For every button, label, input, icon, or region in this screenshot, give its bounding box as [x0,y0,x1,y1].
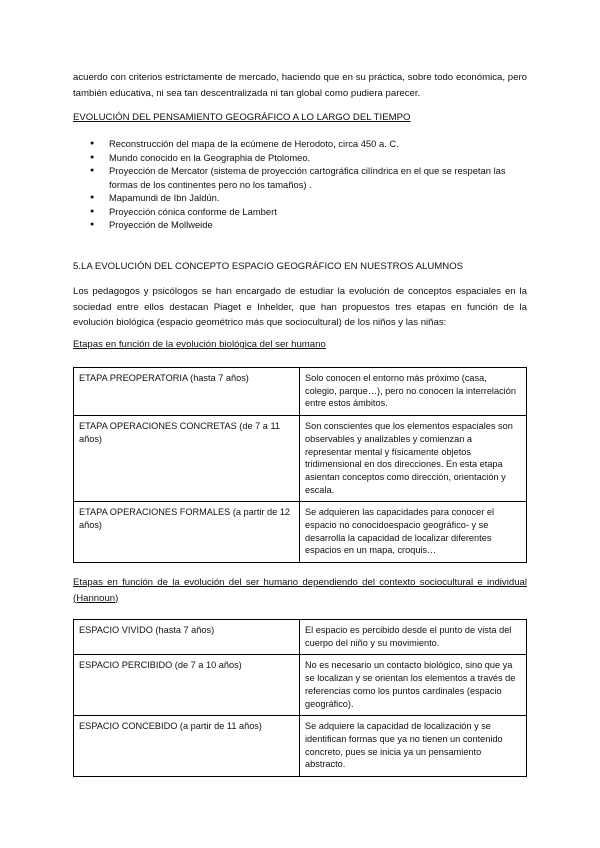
table1-caption: Etapas en función de la evolución biológica del ser humano [73,339,326,350]
stage-cell: ETAPA OPERACIONES FORMALES (a partir de 12 años) [74,502,300,563]
section5-title: 5.LA EVOLUCIÓN DEL CONCEPTO ESPACIO GEOGRÁFICO EN NUESTROS ALUMNOS [73,261,464,272]
section5-paragraph: Los pedagogos y psicólogos se han encargado de estudiar la evolución de conceptos espaciales en la sociedad entre ellos destacan Piaget e Inhelder, que han propuestos tres etapas en función de la evolución biológica (espacio geométrico más que sociocultural) de los niños y las niñas: [73,286,527,328]
list-item: ● Proyección de Mollweide [73,218,527,232]
table2-caption: Etapas en función de la evolución del ser humano dependiendo del contexto sociocultural e individual (Hannoun) [73,577,527,604]
stage-cell: ESPACIO CONCEBIDO (a partir de 11 años) [74,716,300,777]
table-row [74,502,527,563]
description-cell: Solo conocen el entorno más próximo (casa, colegio, parque…), pero no conocen la interrelación entre estos ámbitos. [300,368,527,416]
list-item: ● Mundo conocido en la Geographia de Ptolomeo. [73,151,527,165]
description-cell: El espacio es percibido desde el punto de vista del cuerpo del niño y su movimiento. [300,620,527,655]
description-cell: Son conscientes que los elementos espaciales son observables y analizables y comienzan a representar mental y físicamente objetos tridimensional en dos direcciones. En esta etapa asientan conceptos como dirección, orientación y escala. [300,416,527,502]
stages-table-sociocultural [73,619,527,777]
list-item: ● Proyección de Mercator (sistema de proyección cartográfica cilíndrica en el que se respetan las formas de los continentes pero no los tamaños) . [73,164,527,191]
stages-table-biological [73,367,527,563]
list-item: ● Reconstrucción del mapa de la ecúmene de Herodoto, circa 450 a. C. [73,137,527,151]
stage-cell: ETAPA OPERACIONES CONCRETAS (de 7 a 11 años) [74,416,300,502]
list-item: ● Proyección cónica conforme de Lambert [73,205,527,219]
table-row [74,655,527,716]
stage-cell: ETAPA PREOPERATORIA (hasta 7 años) [74,368,300,416]
intro-paragraph: acuerdo con criterios estrictamente de mercado, haciendo que en su práctica, sobre todo económica, pero también educativa, ni sea tan descentralizada ni tan global como pudiera parecer. [73,72,527,99]
table-row [74,620,527,655]
table-row [74,716,527,777]
evolution-heading: EVOLUCIÓN DEL PENSAMIENTO GEOGRÁFICO A LO LARGO DEL TIEMPO [73,112,411,123]
description-cell: No es necesario un contacto biológico, sino que ya se localizan y se orientan los elementos a través de referencias como los puntos cardinales (espacio geográfico). [300,655,527,716]
table-row [74,416,527,502]
description-cell: Se adquieren las capacidades para conocer el espacio no conocidoespacio geográfico- y se desarrolla la capacidad de localizar diferentes espacios en un mapa, croquis… [300,502,527,563]
stage-cell: ESPACIO VIVIDO (hasta 7 años) [74,620,300,655]
evolution-list [73,137,527,232]
stage-cell: ESPACIO PERCIBIDO (de 7 a 10 años) [74,655,300,716]
description-cell: Se adquiere la capacidad de localización y se identifican formas que ya no tienen un contenido concreto, pues se inicia ya un pensamiento abstracto. [300,716,527,777]
table-row [74,368,527,416]
list-item: ● Mapamundi de Ibn Jaldún. [73,191,527,205]
